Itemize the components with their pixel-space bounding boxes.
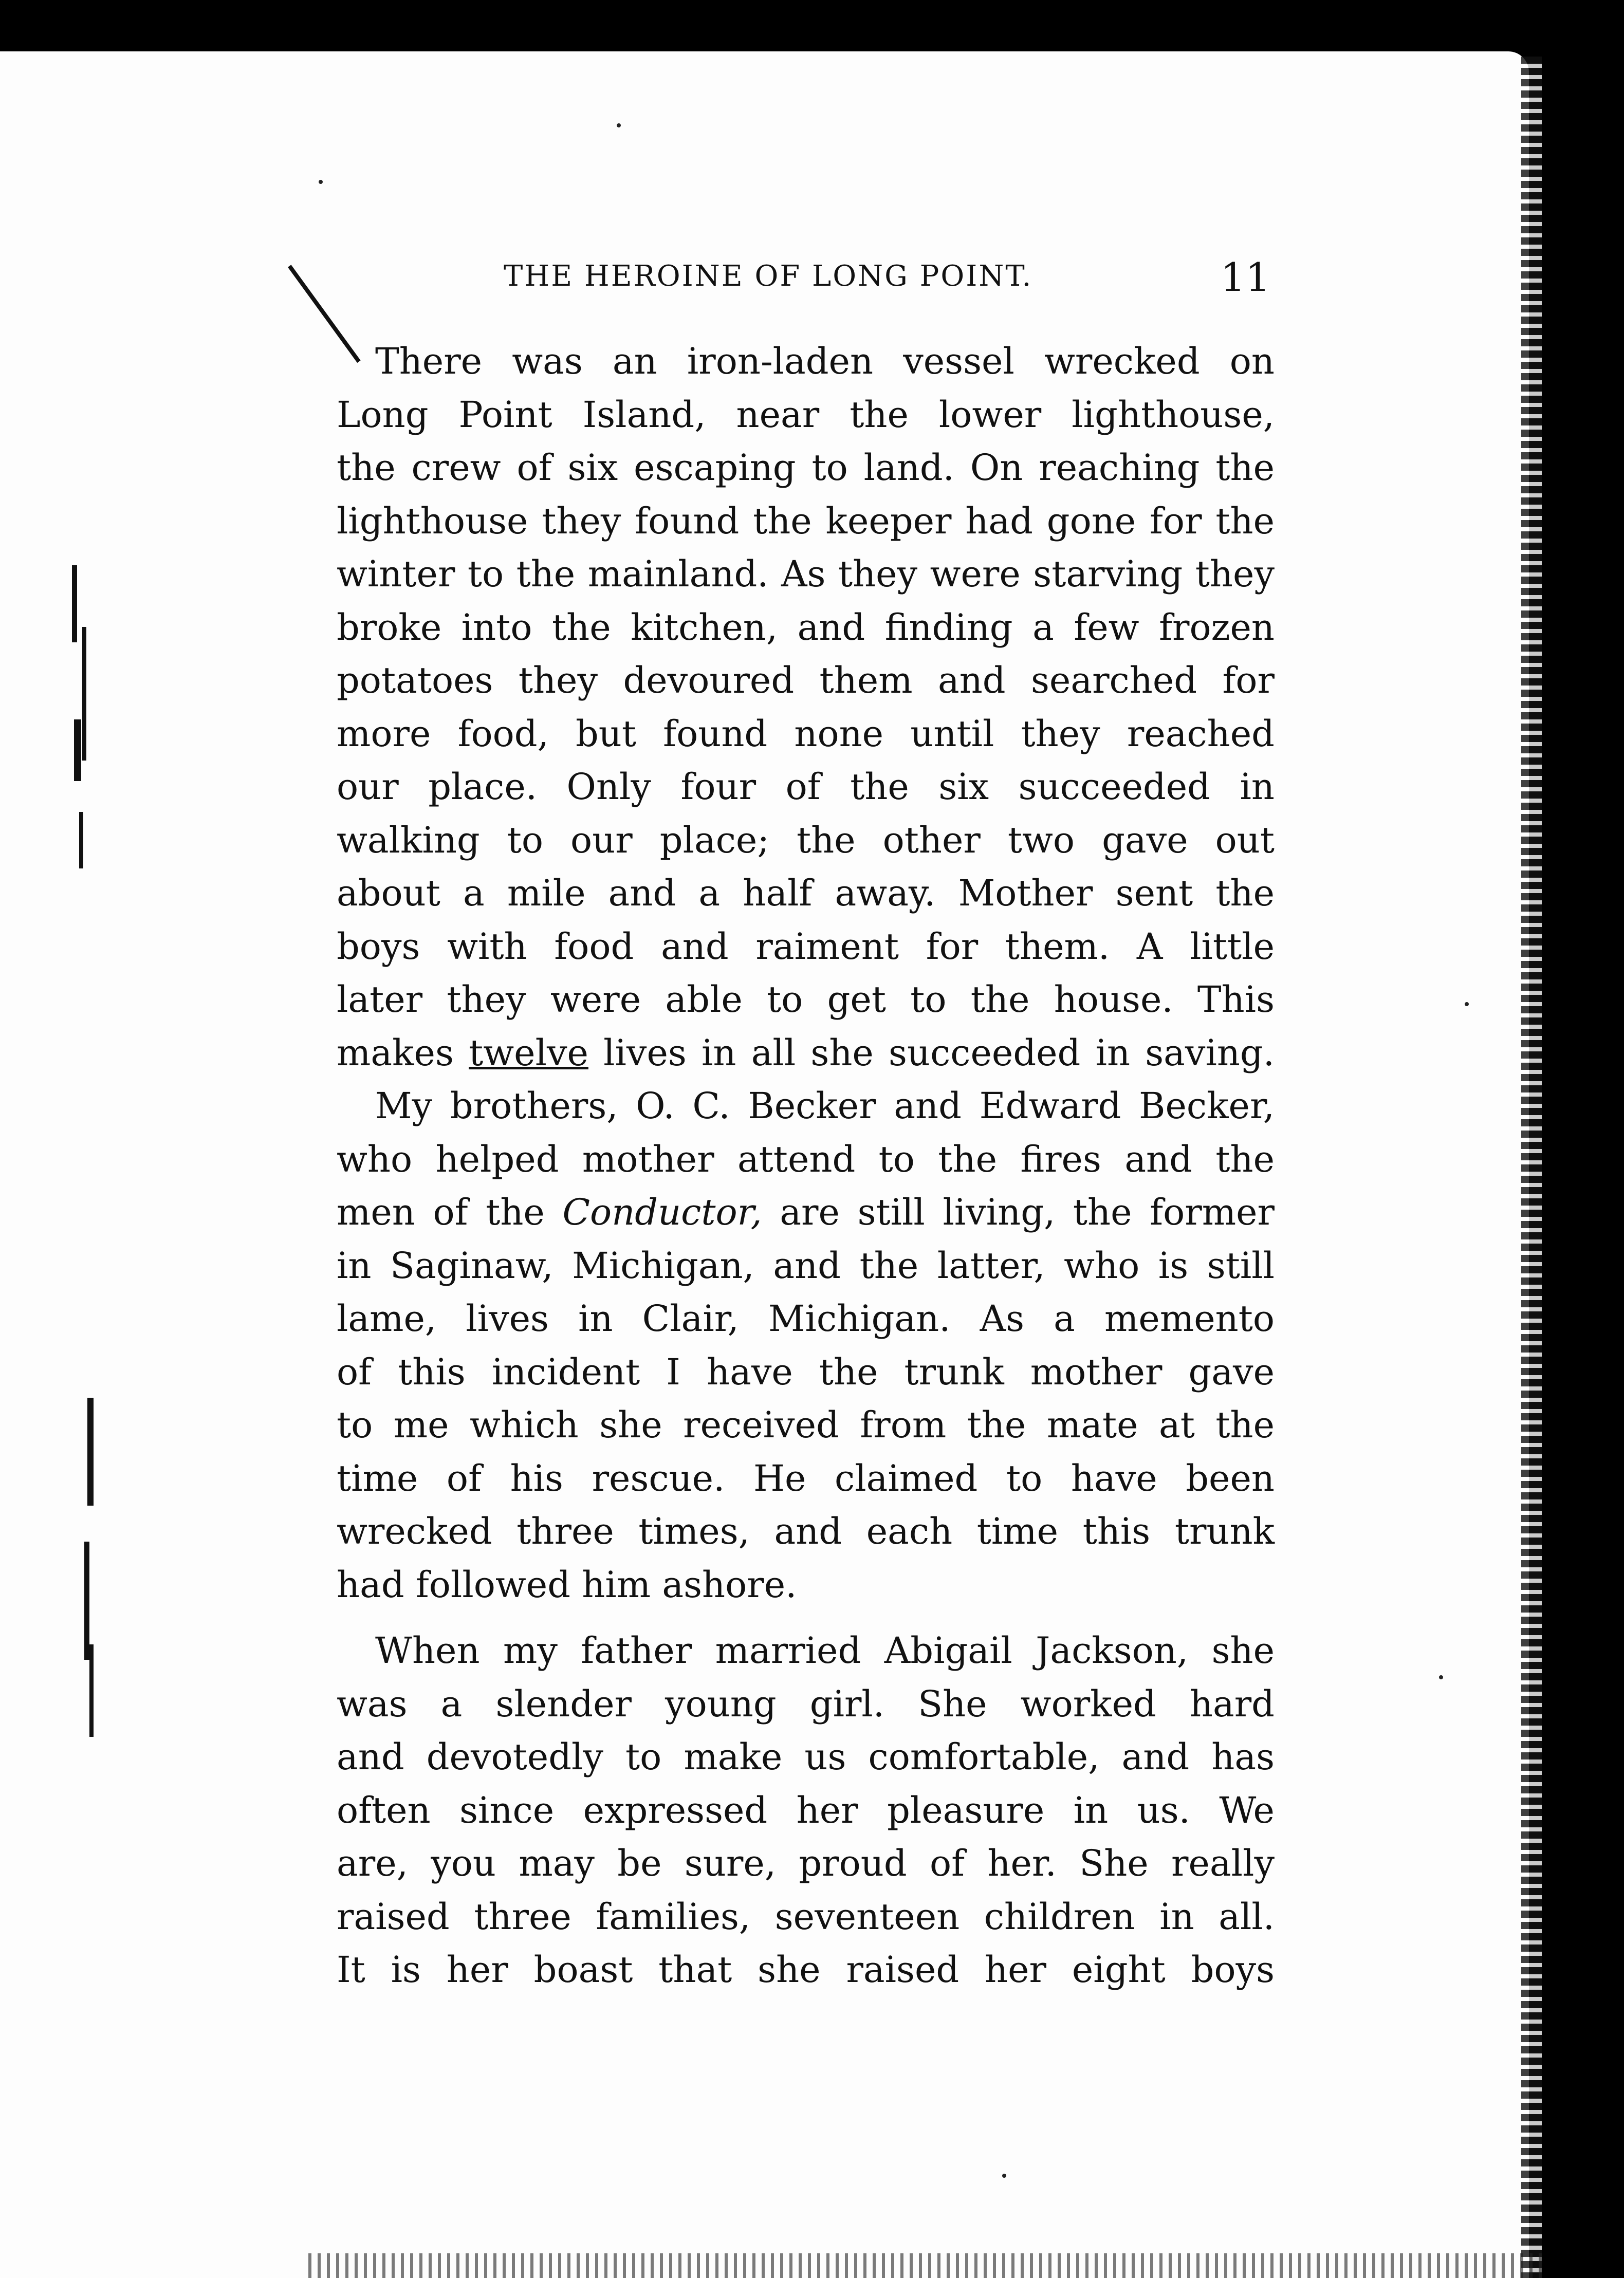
text-line: broke into the kitchen, and finding a few frozen — [337, 606, 1275, 649]
speck-mark — [617, 123, 621, 127]
text-line: to me which she received from the mate at the — [337, 1404, 1275, 1446]
text-line: raised three families, seventeen children in all. — [337, 1895, 1275, 1938]
page-edge-bottom — [308, 2253, 1542, 2278]
page-edge-right — [1521, 57, 1542, 2278]
text-line: potatoes they devoured them and searched for — [337, 659, 1275, 701]
text-line: of this incident I have the trunk mother gave — [337, 1350, 1275, 1393]
text-line: It is her boast that she raised her eight boys — [337, 1949, 1275, 1991]
speck-mark — [1002, 2174, 1006, 2178]
text-fragment: makes — [337, 1031, 469, 1074]
text-line: about a mile and a half away. Mother sent the — [337, 872, 1275, 914]
text-line: walking to our place; the other two gave out — [337, 819, 1275, 861]
text-line: Long Point Island, near the lower lighthouse, — [337, 393, 1275, 436]
text-fragment: are still living, the former — [762, 1191, 1275, 1233]
page-header — [339, 254, 1270, 301]
underlined-word: twelve — [469, 1031, 588, 1074]
text-line: and devotedly to make us comfortable, and has — [337, 1736, 1275, 1778]
paragraph-gap — [337, 1612, 1275, 1624]
text-line: lame, lives in Clair, Michigan. As a memento — [337, 1298, 1275, 1340]
speck-mark — [319, 180, 323, 184]
speck-mark — [1465, 1002, 1469, 1006]
text-line: was a slender young girl. She worked hard — [337, 1682, 1275, 1725]
speck-mark — [1439, 1675, 1443, 1679]
paragraph-1 — [337, 335, 1275, 1080]
text-line: had followed him ashore. — [337, 1563, 797, 1606]
text-line: more food, but found none until they reached — [337, 712, 1275, 755]
text-line: wrecked three times, and each time this trunk — [337, 1510, 1275, 1552]
text-line: in Saginaw, Michigan, and the latter, who is still — [337, 1244, 1275, 1287]
text-line: When my father married Abigail Jackson, she — [375, 1629, 1275, 1672]
text-line: winter to the mainland. As they were starving they — [337, 553, 1275, 595]
text-line: the crew of six escaping to land. On reaching the — [337, 447, 1275, 489]
text-line: are, you may be sure, proud of her. She really — [337, 1842, 1275, 1884]
page-number: 11 — [1221, 254, 1270, 300]
text-line-last — [337, 1027, 1275, 1080]
text-line: who helped mother attend to the fires and the — [337, 1138, 1275, 1180]
text-line: lighthouse they found the keeper had gone for the — [337, 499, 1275, 542]
text-line: My brothers, O. C. Becker and Edward Becker, — [375, 1085, 1275, 1127]
paragraph-3 — [337, 1624, 1275, 1997]
text-line: often since expressed her pleasure in us. We — [337, 1789, 1275, 1831]
running-head: THE HEROINE OF LONG POINT. — [504, 260, 1033, 293]
text-fragment: men of the — [337, 1191, 563, 1233]
body-text — [337, 335, 1275, 1997]
text-line-italic — [337, 1186, 1275, 1239]
paragraph-2 — [337, 1080, 1275, 1612]
text-line: later they were able to get to the house. This — [337, 978, 1275, 1021]
text-line: our place. Only four of the six succeeded in — [337, 766, 1275, 808]
text-fragment: lives in all she succeeded in saving. — [588, 1031, 1275, 1074]
text-line: time of his rescue. He claimed to have been — [337, 1457, 1275, 1499]
ship-name: Conductor, — [562, 1191, 762, 1233]
binding-marks-left — [67, 565, 108, 1850]
text-line: There was an iron-laden vessel wrecked on — [375, 340, 1275, 382]
text-line: boys with food and raiment for them. A little — [337, 925, 1275, 968]
